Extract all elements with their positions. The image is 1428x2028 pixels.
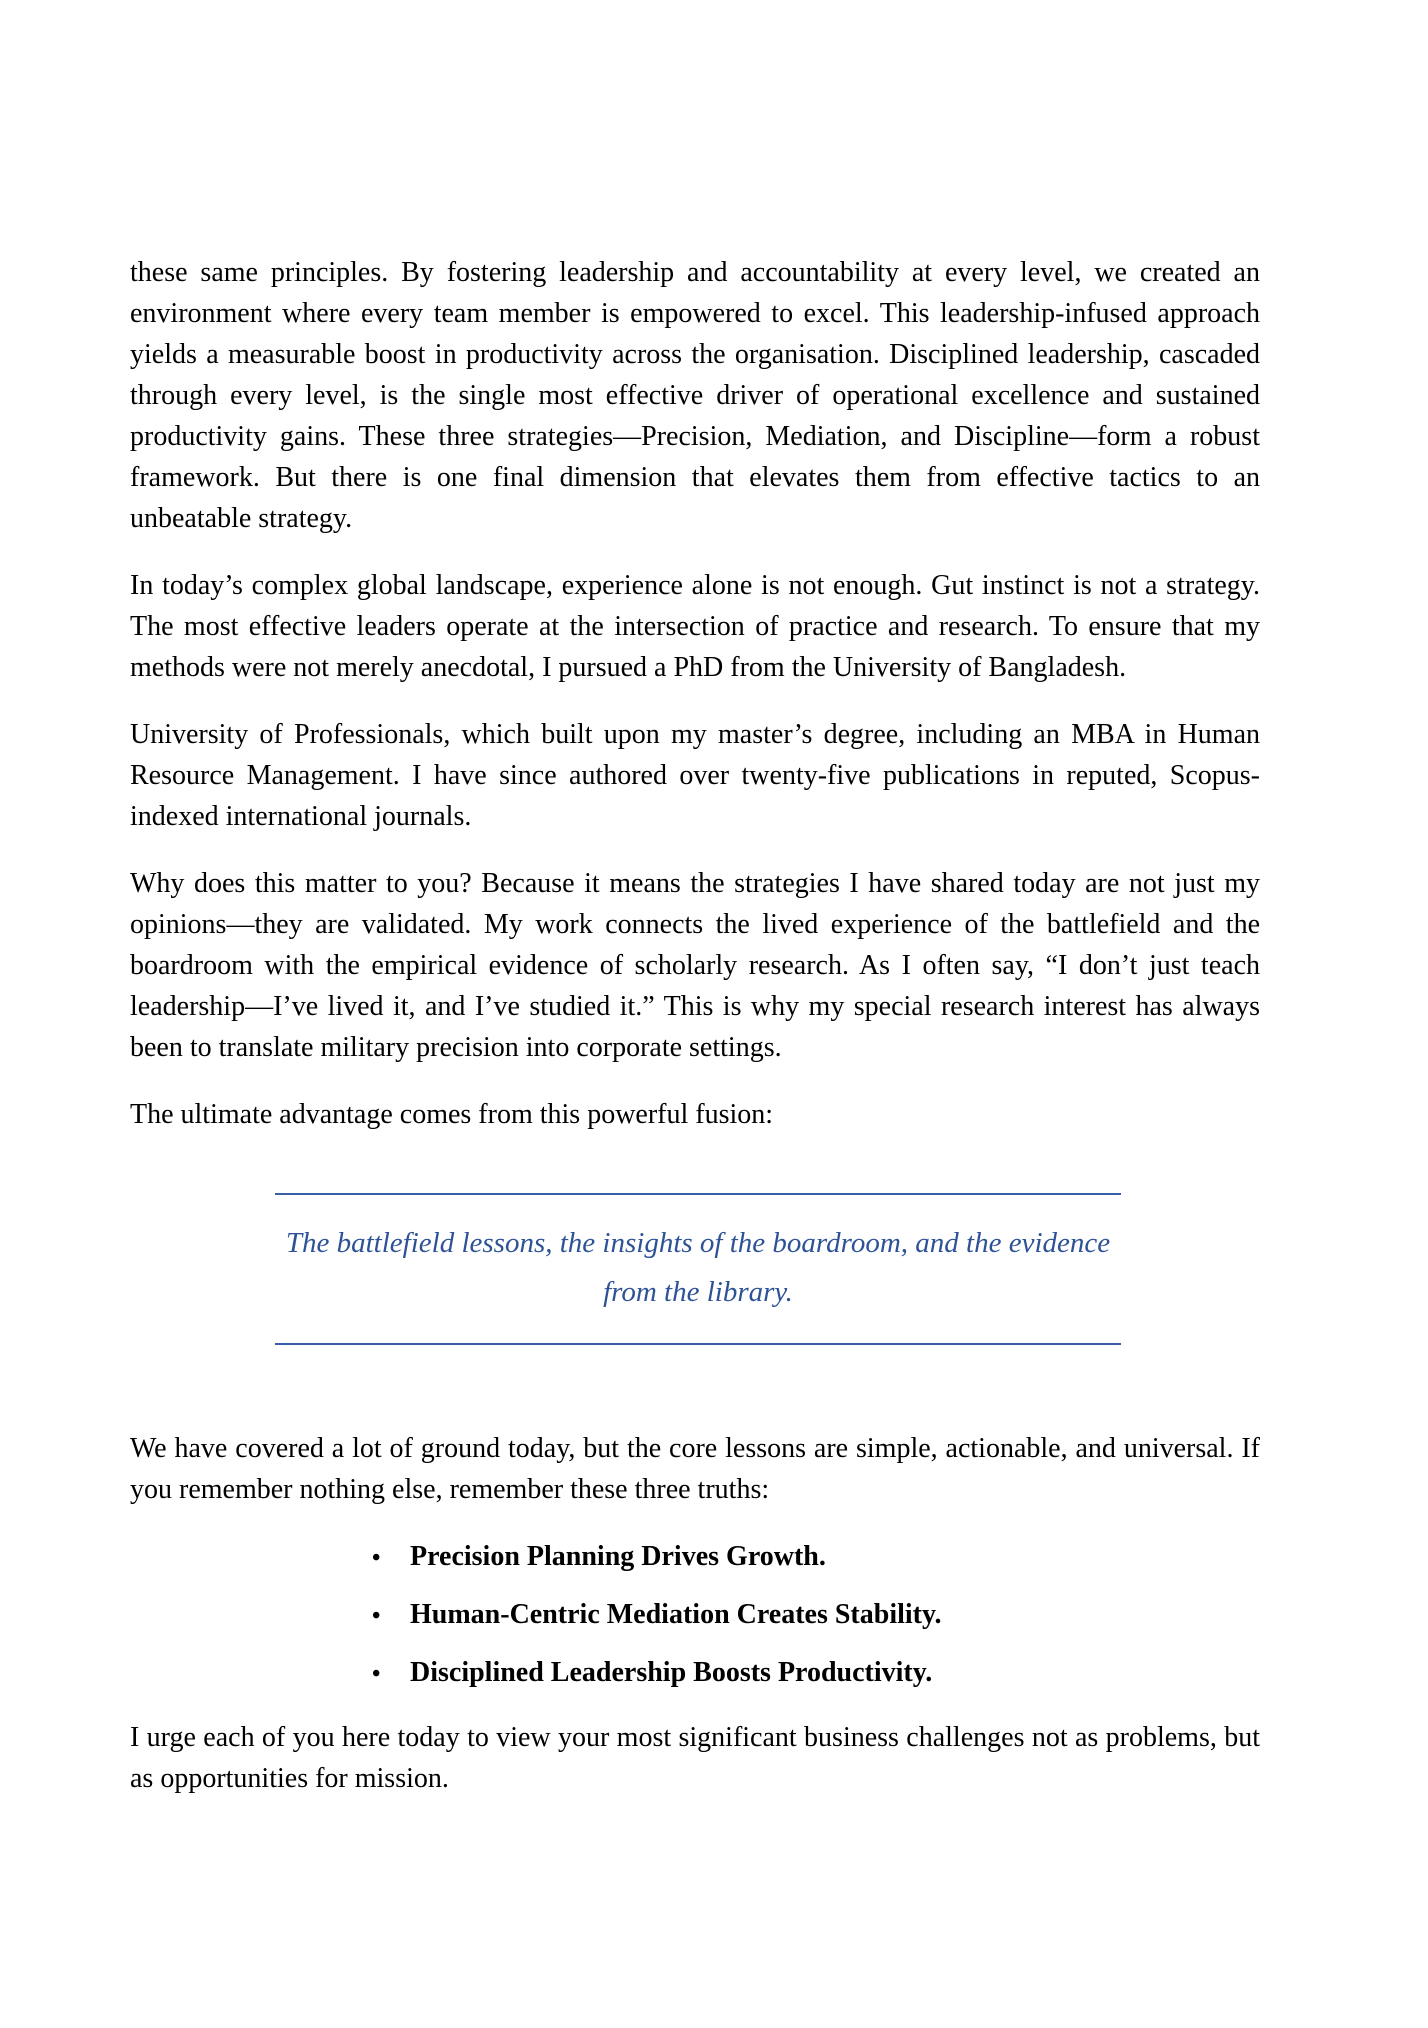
bullet-icon: • bbox=[372, 1603, 381, 1629]
paragraph-university: University of Professionals, which built upon my master’s degree, including an MBA in Human Resource Management. I have since authored over twenty-five publications in reputed, Scopus-indexed international journals. bbox=[130, 719, 1260, 832]
list-item-discipline bbox=[372, 1652, 1260, 1695]
pull-quote-text: The battlefield lessons, the insights of the boardroom, and the evidence from the library. bbox=[285, 1227, 1111, 1308]
paragraph-leadership: these same principles. By fostering leadership and accountability at every level, we created an environment where every team member is empowered to excel. This leadership-infused approach yields a measurable boost in productivity across the organisation. Disciplined leadership, cascaded through every level, is the single most effective driver of operational excellence and sustained productivity gains. These three strategies—Precision, Mediation, and Discipline—form a robust framework. But there is one final dimension that elevates them from effective tactics to an unbeatable strategy. bbox=[130, 257, 1260, 534]
paragraph-global-landscape: In today’s complex global landscape, experience alone is not enough. Gut instinct is not a strategy. The most effective leaders operate at the intersection of practice and research. To ensure that my methods were not merely anecdotal, I pursued a PhD from the University of Bangladesh. bbox=[130, 570, 1260, 683]
list-item-precision bbox=[372, 1536, 1260, 1579]
paragraph-fusion-lead-in: The ultimate advantage comes from this powerful fusion: bbox=[130, 1099, 774, 1130]
list-item-label: Human-Centric Mediation Creates Stability. bbox=[410, 1599, 942, 1630]
pull-quote bbox=[233, 1171, 1163, 1371]
list-item-mediation bbox=[372, 1594, 1260, 1637]
bullet-icon: • bbox=[372, 1545, 381, 1571]
quote-divider-top bbox=[275, 1193, 1121, 1195]
paragraph-core-lessons: We have covered a lot of ground today, but the core lessons are simple, actionable, and universal. If you remember nothing else, remember these three truths: bbox=[130, 1433, 1260, 1505]
list-item-label: Disciplined Leadership Boosts Productivity. bbox=[410, 1657, 933, 1688]
paragraph-why-it-matters: Why does this matter to you? Because it means the strategies I have shared today are not just my opinions—they are validated. My work connects the lived experience of the battlefield and the boardroom with the empirical evidence of scholarly research. As I often say, “I don’t just teach leadership—I’ve lived it, and I’ve studied it.” This is why my special research interest has always been to translate military precision into corporate settings. bbox=[130, 868, 1260, 1063]
list-item-label: Precision Planning Drives Growth. bbox=[410, 1541, 826, 1572]
paragraph-closing-urge: I urge each of you here today to view your most significant business challenges not as problems, but as opportunities for mission. bbox=[130, 1722, 1260, 1794]
quote-divider-bottom bbox=[275, 1343, 1121, 1345]
key-truths-list bbox=[130, 1536, 1260, 1695]
bullet-icon: • bbox=[372, 1661, 381, 1687]
